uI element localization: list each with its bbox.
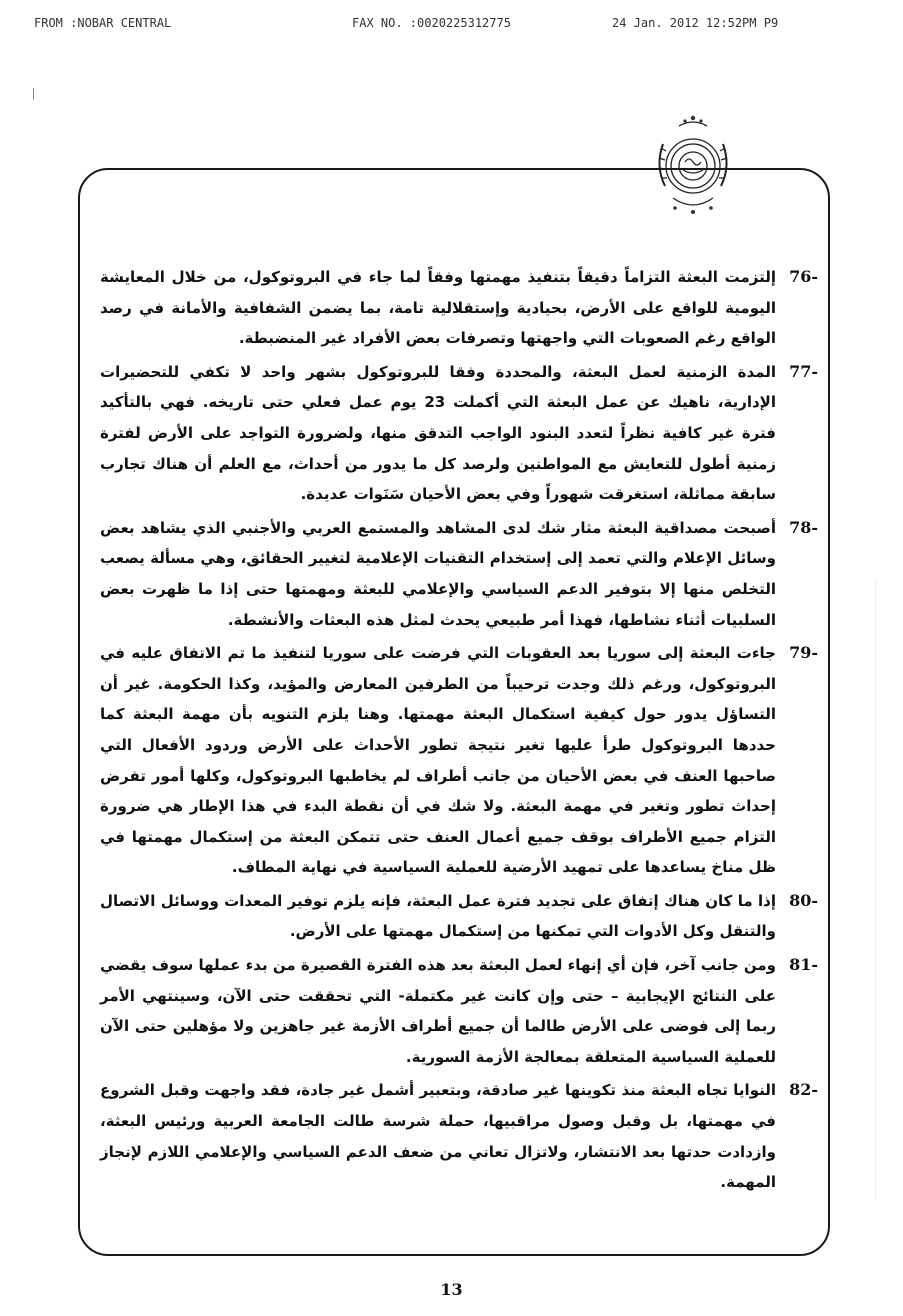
paragraph-number: 80- xyxy=(789,890,818,910)
paragraph-number: 76- xyxy=(789,267,818,286)
scan-mark xyxy=(33,88,34,100)
page-number: 13 xyxy=(440,1280,463,1299)
paragraph-text: ومن جانب آخر، فإن أي إنهاء لعمل البعثة بعد هذه الفترة القصيرة من بدء عملها سوف يقضي على النتائج الإيجابية – حتى وإن كانت غير مكتملة- التي تحققت حتى الآن، وسينتهي الأمر ربما إلى فوضى على الأرض طالما أن جميع أطراف الأزمة غير جاهزين ولا مؤهلين حتى الآن للعملية السياسية المتعلقة بمعالجة الأزمة السورية. xyxy=(100,956,776,1066)
paragraph-number: 77- xyxy=(789,361,818,381)
paragraph-81 xyxy=(100,950,818,1072)
scan-noise xyxy=(875,580,884,1200)
paragraph-number: 79- xyxy=(789,643,818,663)
paragraph-number: 82- xyxy=(789,1080,818,1100)
paragraph-number: 81- xyxy=(789,955,818,975)
paragraph-76 xyxy=(100,262,818,354)
paragraph-text: إلتزمت البعثة التزاماً دقيقاً بتنفيذ مهمتها وفقاً لما جاء في البروتوكول، من خلال المعايشة اليومية للواقع على الأرض، بحيادية وإستقلالية تامة، بما يضمن الشفافية والأمانة في رصد الواقع رغم الصعوبات التي واجهتها وتصرفات بعض الأفراد غير المنضبطة. xyxy=(100,268,776,348)
paragraph-text: أصبحت مصداقية البعثة مثار شك لدى المشاهد والمستمع العربي والأجنبي الذي يشاهد بعض وسائل الإعلام والتي تعمد إلى إستخدام التقنيات الإعلامية لتغيير الحقائق، وهي مسألة يصعب التخلص منها إلا بتوفير الدعم السياسي والإعلامي للبعثة ومهمتها حتى إذا ما ظهرت بعض السلبيات أثناء نشاطها، فهذا أمر طبيعي يحدث لمثل هذه البعثات والأنشطة. xyxy=(100,518,776,629)
paragraph-78 xyxy=(100,513,818,635)
fax-number: FAX NO. :0020225312775 xyxy=(352,16,511,30)
paragraph-text: المدة الزمنية لعمل البعثة، والمحددة وفقا للبروتوكول بشهر واحد لا تكفي للتحضيرات الإدارية، ناهيك عن عمل البعثة التي أكملت 23 يوم عمل فعلي حتى تاريخه. فهي بالتأكيد فترة غير كافية نظراً لتعدد البنود الواجب التدقق منها، ولضرورة التواجد على الأرض لفترة زمنية أطول للتعايش مع المواطنين ولرصد كل ما يدور من أحداث، مع العلم أن هناك تجارب سابقة مماثلة، استغرقت شهوراً وفي بعض الأحيان سَنَوات عديدة. xyxy=(100,362,776,504)
paragraph-77 xyxy=(100,357,818,510)
paragraph-text: جاءت البعثة إلى سوريا بعد العقوبات التي فرضت على سوريا لتنفيذ ما تم الاتفاق عليه في البروتوكول، ورغم ذلك وجدت ترحيباً من الطرفين المعارض والمؤيد، وكذا الحكومة. غير أن التساؤل يدور حول كيفية استكمال البعثة مهمتها. وهنا يلزم التنويه بأن مهمة البعثة كما حددها البروتوكول طرأ عليها تغير نتيجة تطور الأحداث على الأرض وردود الأفعال التي صاحبها العنف في بعض الأحيان من جانب أطراف لم يخاطبها البروتوكول، وكلها أمور تفرض إحداث تطور وتغير في مهمة البعثة. ولا شك في أن نقطة البدء في هذا الإطار هي ضرورة التزام جميع الأطراف بوقف جميع أعمال العنف حتى تتمكن البعثة من إستكمال مهمتها في ظل مناخ يساعدها على تمهيد الأرضية للعملية السياسية في نهاية المطاف. xyxy=(100,644,776,877)
report-body xyxy=(100,262,818,1201)
fax-date-time: 24 Jan. 2012 12:52PM P9 xyxy=(612,16,779,30)
paragraph-80 xyxy=(100,886,818,947)
paragraph-text: النوايا تجاه البعثة منذ تكوينها غير صادقة، وبتعبير أشمل غير جادة، فقد واجهت وقبل الشروع في مهمتها، بل وقبل وصول مراقبيها، حملة شرسة طالت الجامعة العربية ورئيس البعثة، وازدادت حدتها بعد الانتشار، ولاتزال تعاني من ضعف الدعم السياسي والإعلامي اللازم لإنجاز المهمة. xyxy=(100,1081,776,1192)
paragraph-79 xyxy=(100,638,818,883)
paragraph-number: 78- xyxy=(789,517,818,537)
fax-from: FROM :NOBAR CENTRAL xyxy=(34,16,172,30)
fax-header xyxy=(0,16,903,36)
paragraph-text: إذا ما كان هناك إتفاق على تجديد فترة عمل البعثة، فإنه يلزم توفير المعدات ووسائل الاتصال والتنقل وكل الأدوات التي تمكنها من إستكمال مهمتها على الأرض. xyxy=(100,891,776,941)
paragraph-82 xyxy=(100,1075,818,1197)
